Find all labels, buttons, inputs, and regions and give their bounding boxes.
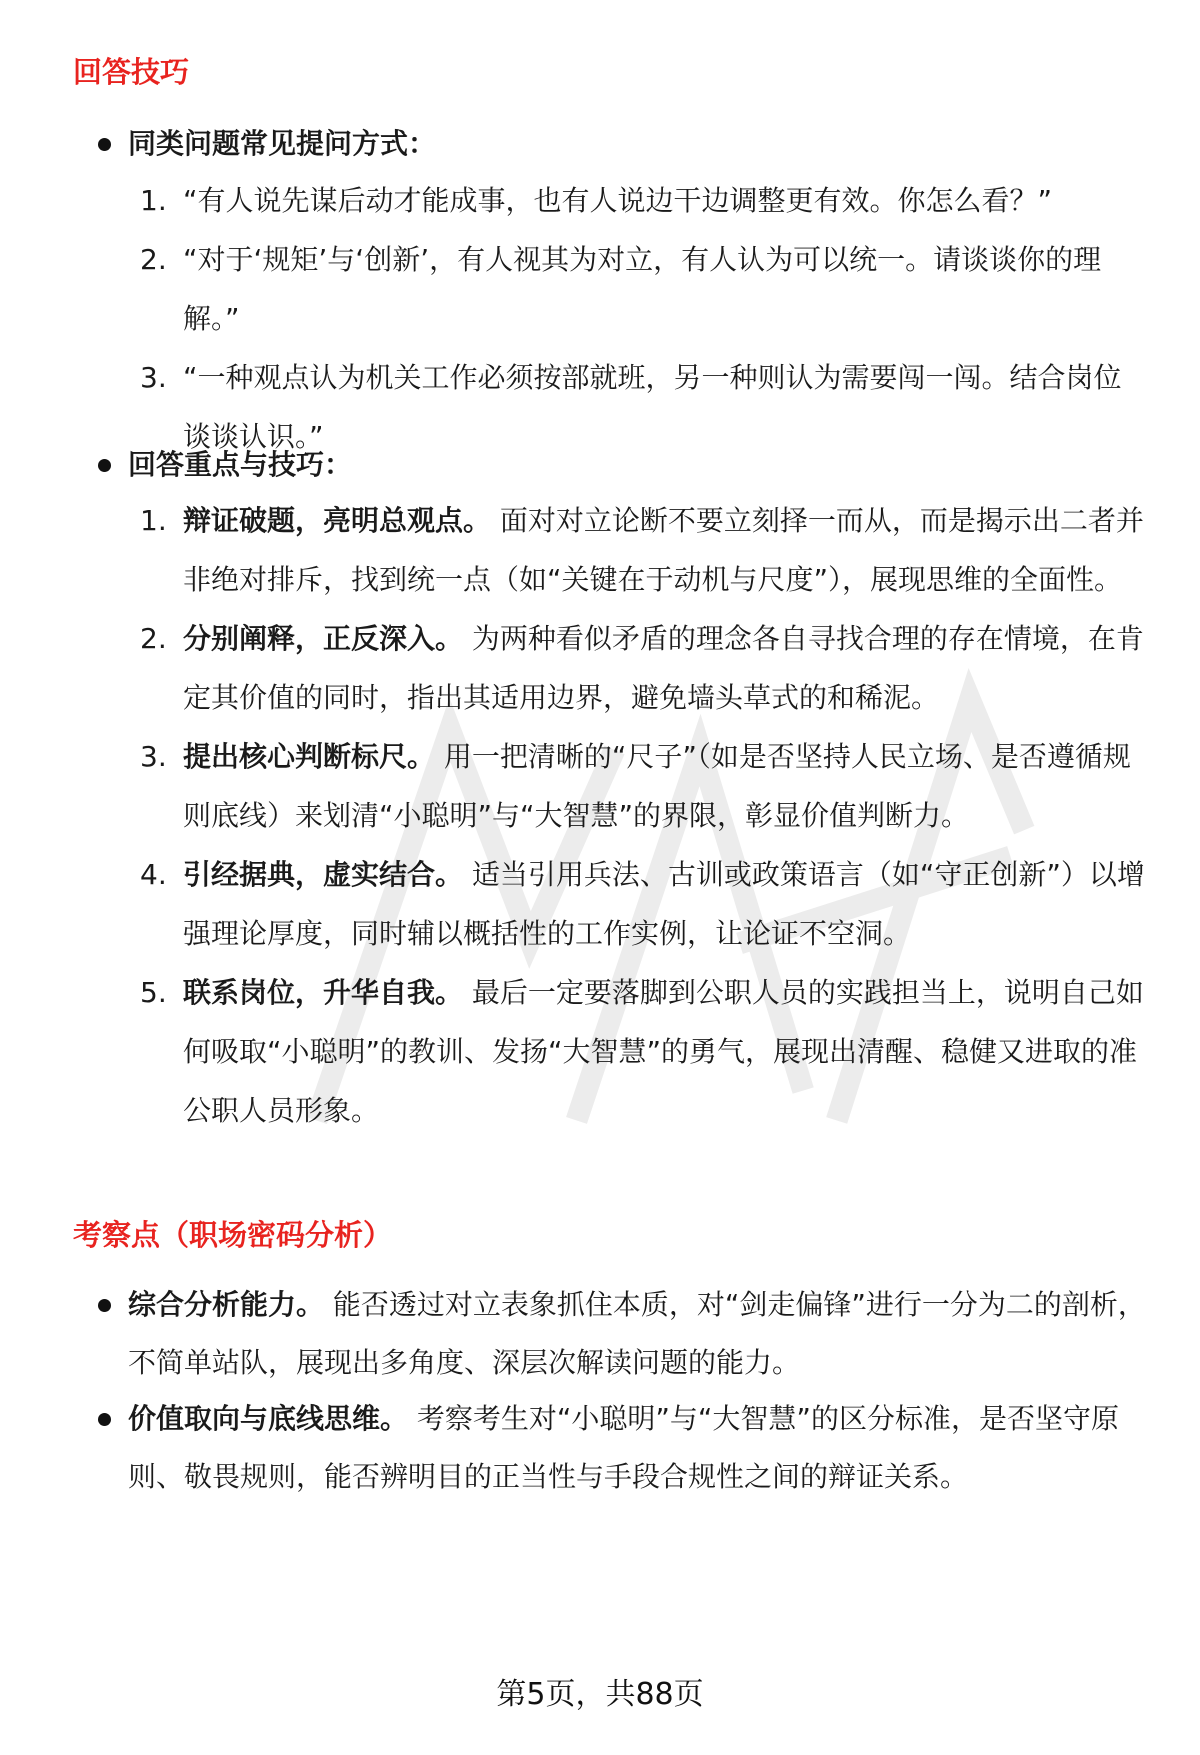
item-bold-lead: 引经据典，虚实结合。: [183, 858, 464, 891]
bullet-body: [128, 1276, 1148, 1392]
item-text: 为两种看似矛盾的理念各自寻找合理的存在情境，在肯定其价值的同时，指出其适用边界，避免墙头草式的和稀泥。: [183, 622, 1144, 714]
bullet-text: 能否透过对立表象抓住本质，对“剑走偏锋”进行一分为二的剖析，不简单站队，展现出多角度、深层次解读问题的能力。: [128, 1288, 1146, 1379]
bullet-dot: [98, 459, 111, 472]
item-bold-lead: 联系岗位，升华自我。: [183, 976, 464, 1009]
section-heading-answer-skills: 回答技巧: [73, 55, 190, 89]
item-text: 最后一定要落脚到公职人员的实践担当上，说明自己如何吸取“小聪明”的教训、发扬“大智慧”的勇气，展现出清醒、稳健又进取的准公职人员形象。: [183, 976, 1144, 1127]
bullet-title: 同类问题常见提问方式：: [128, 127, 437, 160]
bullet-value-orientation: [98, 1390, 1148, 1506]
list-item: [0, 230, 1145, 348]
bullet-title: 回答重点与技巧：: [128, 448, 353, 481]
bullet-text: 考察考生对“小聪明”与“大智慧”的区分标准，是否坚守原则、敬畏规则，能否辨明目的正当性与手段合规性之间的辩证关系。: [128, 1402, 1119, 1493]
item-text: 适当引用兵法、古训或政策语言（如“守正创新”）以增强理论厚度，同时辅以概括性的工作实例，让论证不空洞。: [183, 858, 1145, 950]
question-forms-list: [0, 171, 1145, 466]
item-number: 3.: [140, 361, 167, 394]
list-item: [0, 963, 1145, 1140]
item-bold-lead: 分别阐释，正反深入。: [183, 622, 464, 655]
list-item: [0, 491, 1145, 609]
item-number: 4.: [140, 858, 167, 891]
list-item: [0, 845, 1145, 963]
item-number: 1.: [140, 504, 167, 537]
item-text: “一种观点认为机关工作必须按部就班，另一种则认为需要闯一闯。结合岗位谈谈认识。”: [183, 361, 1122, 453]
bullet-body: [128, 1390, 1148, 1506]
item-bold-lead: 提出核心判断标尺。: [183, 740, 436, 773]
bullet-bold-lead: 综合分析能力。: [128, 1288, 325, 1321]
item-bold-lead: 辩证破题，亮明总观点。: [183, 504, 492, 537]
list-item: [0, 609, 1145, 727]
bullet-dot: [98, 1413, 111, 1426]
item-number: 1.: [140, 184, 167, 217]
bullet-dot: [98, 138, 111, 151]
item-text: 面对对立论断不要立刻择一而从，而是揭示出二者并非绝对排斥，找到统一点（如“关键在于动机与尺度”），展现思维的全面性。: [183, 504, 1144, 596]
bullet-analysis-ability: [98, 1276, 1148, 1392]
item-text: 用一把清晰的“尺子”（如是否坚持人民立场、是否遵循规则底线）来划清“小聪明”与“大智慧”的界限，彰显价值判断力。: [183, 740, 1131, 832]
list-item: [0, 171, 1145, 230]
item-text: “有人说先谋后动才能成事，也有人说边干边调整更有效。你怎么看？”: [183, 184, 1053, 217]
bullet-answer-points: [98, 436, 1148, 494]
bullet-bold-lead: 价值取向与底线思维。: [128, 1402, 409, 1435]
list-item: [0, 727, 1145, 845]
item-text: “对于‘规矩’与‘创新’，有人视其为对立，有人认为可以统一。请谈谈你的理解。”: [183, 243, 1102, 335]
bullet-question-forms: [98, 115, 1148, 173]
item-number: 2.: [140, 622, 167, 655]
item-number: 5.: [140, 976, 167, 1009]
page-number: 第5页，共88页: [496, 1677, 704, 1712]
item-number: 3.: [140, 740, 167, 773]
answer-points-list: [0, 491, 1145, 1140]
bullet-dot: [98, 1299, 111, 1312]
section-heading-assessment: 考察点（职场密码分析）: [73, 1218, 393, 1252]
item-number: 2.: [140, 243, 167, 276]
